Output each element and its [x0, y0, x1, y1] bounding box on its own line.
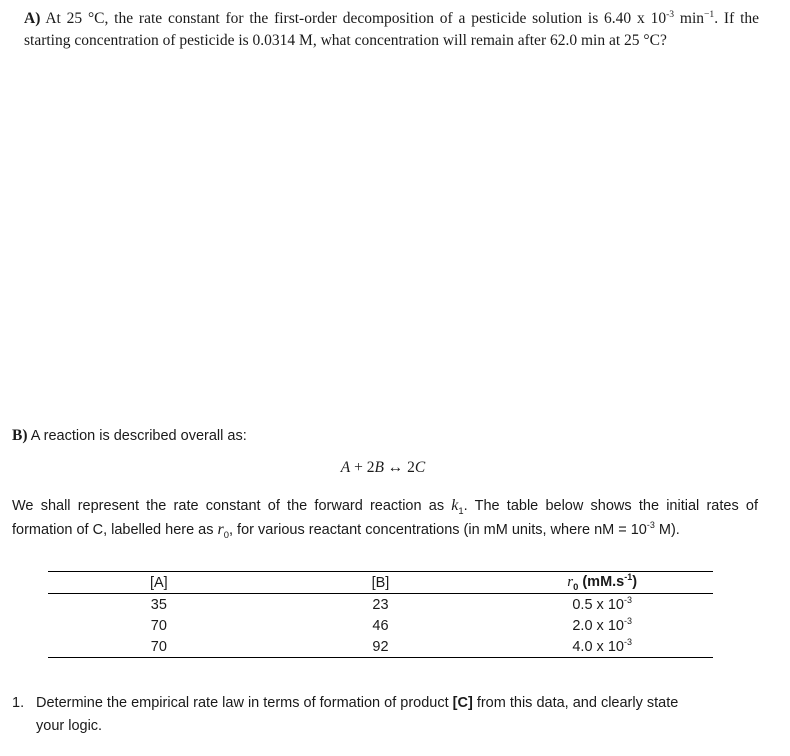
- para-text-3: , for various reactant concentrations (in mM units, where nM = 10: [229, 522, 647, 538]
- question-a-exp-1: -3: [666, 8, 675, 20]
- para-text-1: We shall represent the rate constant of the forward reaction as: [12, 498, 452, 514]
- equation-species-c: C: [414, 459, 426, 476]
- header-conc-b: [B]: [371, 574, 390, 591]
- header-r-subscript: 0: [573, 580, 579, 592]
- question-a-text-3: . If the starting concentration of pesticide is 0.0314 M, what concentration will remain after 62.0 min at 25 °C?: [24, 10, 759, 49]
- header-r-close: ): [632, 574, 638, 590]
- para-exponent: -3: [646, 520, 655, 531]
- equation-species-b: B: [374, 459, 384, 476]
- question-b-heading: [12, 427, 247, 445]
- cell-rate: [491, 594, 713, 616]
- question-1-bold: [C]: [452, 695, 473, 711]
- question-1-text-3: your logic.: [36, 718, 103, 734]
- header-r-unit-exp: -1: [624, 572, 633, 583]
- cell-rate: [491, 636, 713, 658]
- question-b-label: B): [12, 427, 28, 444]
- question-a-label: A): [24, 10, 41, 27]
- para-text-4: M).: [654, 522, 680, 538]
- cell-rate-base: 4.0 x 10: [572, 638, 624, 655]
- cell-rate-exp: -3: [623, 615, 632, 626]
- cell-conc-a: 70: [150, 638, 167, 655]
- para-text-2: . The table below shows the initial rates of formation of C, labelled here as: [12, 498, 758, 538]
- header-r-unit: (mM.s: [578, 574, 625, 590]
- table-row: [48, 594, 713, 616]
- cell-rate-base: 0.5 x 10: [572, 596, 624, 613]
- header-initial-rate: [491, 572, 713, 594]
- equation-species-a: A: [340, 459, 351, 476]
- header-r-symbol: r: [567, 574, 574, 590]
- table-row: [48, 615, 713, 636]
- rate-data-table: [48, 571, 713, 658]
- equation-arrow: ↔ 2: [383, 459, 415, 476]
- question-a-text-2: min: [674, 10, 705, 27]
- r-subscript: 0: [223, 528, 229, 540]
- question-1: [12, 692, 762, 738]
- cell-conc-b: 46: [372, 617, 389, 634]
- table-row: [48, 636, 713, 658]
- cell-rate: [491, 615, 713, 636]
- header-conc-a: [A]: [149, 574, 168, 591]
- question-a-text-1: At 25 °C, the rate constant for the first-order decomposition of a pesticide solution is 6.40 x 10: [40, 10, 667, 27]
- cell-conc-a: 70: [150, 617, 167, 634]
- r-symbol: r: [217, 521, 224, 538]
- question-1-number: 1.: [12, 695, 25, 711]
- equation-plus: + 2: [350, 459, 375, 476]
- cell-rate-base: 2.0 x 10: [572, 617, 624, 634]
- cell-conc-a: 35: [150, 596, 167, 613]
- question-b-intro: A reaction is described overall as:: [27, 428, 247, 444]
- k-subscript: 1: [458, 504, 464, 516]
- question-1-text-1: Determine the empirical rate law in terms of formation of product: [36, 695, 453, 711]
- question-a-exp-2: −1: [704, 8, 715, 20]
- question-a: [24, 8, 759, 52]
- cell-conc-b: 23: [372, 596, 389, 613]
- cell-conc-b: 92: [372, 638, 389, 655]
- question-b-paragraph: [12, 494, 758, 542]
- reaction-equation: [0, 459, 766, 477]
- cell-rate-exp: -3: [623, 636, 632, 647]
- table-header-row: [48, 572, 713, 594]
- k-symbol: k: [451, 497, 459, 514]
- question-1-text-2: from this data, and clearly state: [472, 695, 679, 711]
- cell-rate-exp: -3: [623, 594, 632, 605]
